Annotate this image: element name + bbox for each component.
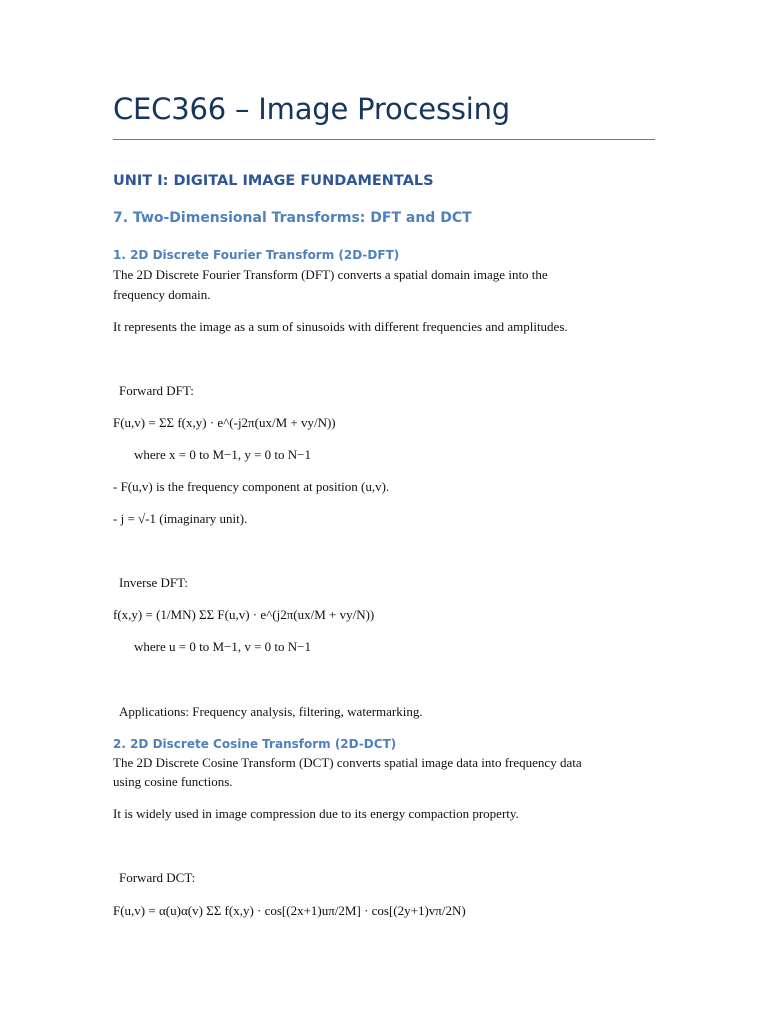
dct-intro-line-2: using cosine functions. [113, 774, 233, 789]
dft-applications: Applications: Frequency analysis, filtering, watermarking. [119, 704, 423, 719]
dct-intro-line-1: The 2D Discrete Cosine Transform (DCT) converts spatial image data into frequency data [113, 755, 582, 770]
title-underline [113, 139, 655, 140]
dft-intro-line-1: The 2D Discrete Fourier Transform (DFT) converts a spatial domain image into the [113, 267, 548, 282]
dft-note-fuv: - F(u,v) is the frequency component at position (u,v). [113, 479, 390, 494]
dft-heading: 1. 2D Discrete Fourier Transform (2D-DFT) [113, 248, 400, 262]
inverse-dft-formula: f(x,y) = (1/MN) ΣΣ F(u,v) · e^(j2π(ux/M + vy/N)) [113, 607, 375, 622]
forward-dft-label: Forward DFT: [119, 383, 194, 398]
inverse-dft-range: where u = 0 to M−1, v = 0 to N−1 [134, 639, 312, 654]
dft-note-j: - j = √-1 (imaginary unit). [113, 511, 248, 526]
forward-dct-formula: F(u,v) = α(u)α(v) ΣΣ f(x,y) · cos[(2x+1)uπ/2M] · cos[(2y+1)vπ/2N) [113, 903, 466, 918]
forward-dft-range: where x = 0 to M−1, y = 0 to N−1 [134, 447, 312, 462]
dft-represents-text: It represents the image as a sum of sinusoids with different frequencies and amplitudes. [113, 319, 568, 334]
inverse-dft-label: Inverse DFT: [119, 575, 189, 590]
dct-usage-text: It is widely used in image compression due to its energy compaction property. [113, 806, 519, 821]
unit-heading: UNIT I: DIGITAL IMAGE FUNDAMENTALS [113, 173, 434, 189]
forward-dft-formula: F(u,v) = ΣΣ f(x,y) · e^(-j2π(ux/M + vy/N)) [113, 415, 336, 430]
dct-heading: 2. 2D Discrete Cosine Transform (2D-DCT) [113, 737, 397, 751]
section-heading: 7. Two-Dimensional Transforms: DFT and DCT [113, 210, 472, 226]
forward-dct-label: Forward DCT: [119, 870, 196, 885]
document-title: CEC366 – Image Processing [113, 92, 511, 126]
dft-intro-line-2: frequency domain. [113, 287, 211, 302]
